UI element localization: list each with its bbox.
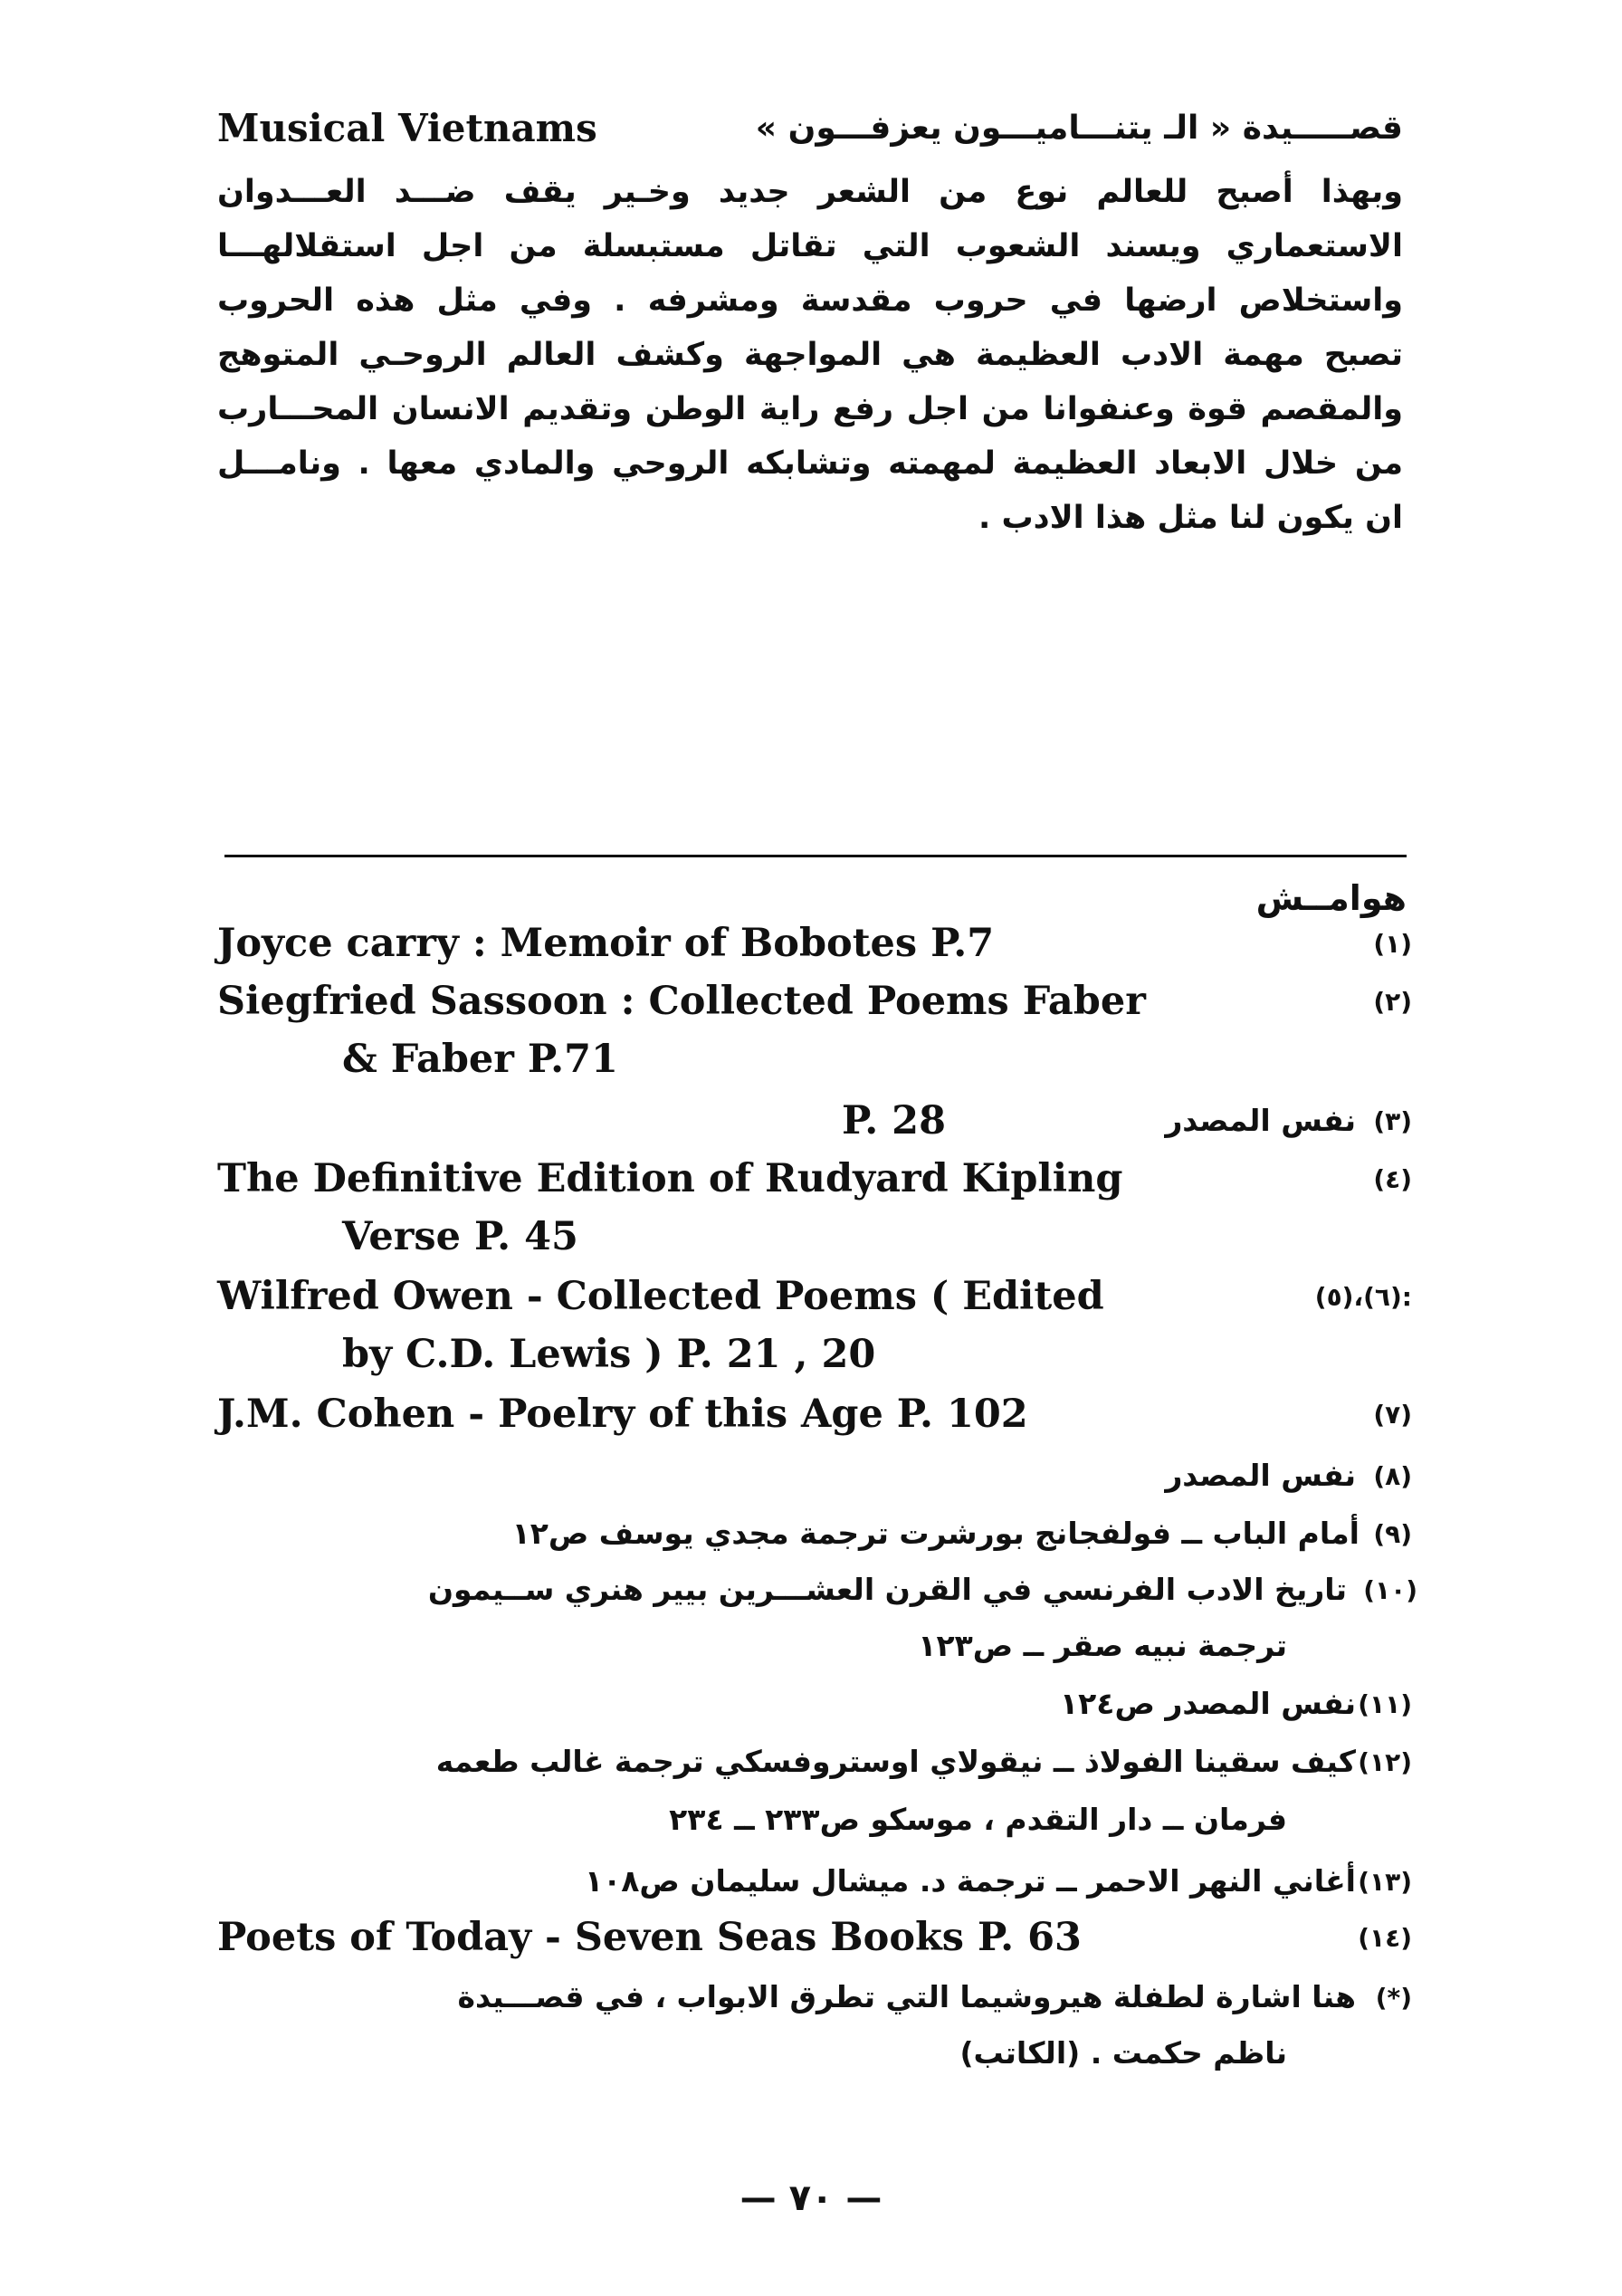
- footnote-5-6: [217, 1268, 1412, 1325]
- footnote-4: [217, 1150, 1412, 1208]
- footnote-text: أمام الباب ــ فولفجانج بورشرت ترجمة مجدي يوسف ص١٢: [511, 1516, 1360, 1551]
- footnote-11: [217, 1675, 1412, 1733]
- footnote-number: (١١): [1358, 1689, 1412, 1719]
- footnote-star: [217, 1968, 1412, 2026]
- footnote-number: (١٠): [1363, 1575, 1417, 1605]
- footnote-text-continued: & Faber P.71: [342, 1037, 618, 1082]
- body-line: واستخلاص ارضها في حروب مقدسة ومشرفه . وفي مثل هذه الحروب: [217, 282, 1403, 319]
- footnote-5-6-continued: [217, 1325, 1412, 1383]
- footnote-1: [217, 914, 1412, 972]
- footnote-text: تاريخ الادب الفرنسي في القرن العشـــرين بيير هنري ســيمون: [427, 1572, 1347, 1607]
- footnote-14: [217, 1909, 1412, 1966]
- footnote-number: :(٦)،(٥): [1314, 1282, 1412, 1312]
- footnote-page-ref: P. 28: [842, 1098, 946, 1143]
- footnote-number: (٩): [1373, 1519, 1412, 1549]
- header-row: [217, 101, 1403, 165]
- body-line: تصبح مهمة الادب العظيمة هي المواجهة وكشف العالم الروحـي المتوهج: [217, 337, 1403, 373]
- footnote-10-continued: [217, 1617, 1412, 1675]
- footnote-12: [217, 1733, 1412, 1791]
- footnote-text: هنا اشارة لطفلة هيروشيما التي تطرق الابواب ، في قصـــيدة: [457, 1979, 1356, 2014]
- footnote-star-continued: [217, 2024, 1412, 2082]
- body-paragraph: [217, 165, 1403, 545]
- footnote-text: نفس المصدر ص١٢٤: [1060, 1686, 1356, 1721]
- footnote-text: نفس المصدر: [1165, 1103, 1356, 1138]
- arabic-poem-title: قصـــــيدة « الـ يتنـــاميـــون يعزفـــون »: [755, 110, 1403, 147]
- footnote-number: (٨): [1373, 1461, 1412, 1491]
- footnote-4-continued: [217, 1208, 1412, 1266]
- body-line: ان يكون لنا مثل هذا الادب .: [978, 500, 1403, 536]
- footnote-number: (٧): [1373, 1400, 1412, 1430]
- footnote-10: [205, 1561, 1417, 1619]
- footnote-number: (١٢): [1358, 1747, 1412, 1777]
- footnote-8: [217, 1447, 1412, 1505]
- footnote-text: J.M. Cohen - Poelry of this Age P. 102: [217, 1392, 1028, 1437]
- body-line: وبهذا أصبح للعالم نوع من الشعر جديد وخـير يقف ضـــد العـــدوان: [217, 174, 1403, 210]
- footnote-text: Wilfred Owen - Collected Poems ( Edited: [217, 1274, 1104, 1319]
- footnote-number: (١٣): [1358, 1867, 1412, 1897]
- footnote-number: (٢): [1373, 987, 1412, 1017]
- footnote-number: (*): [1375, 1983, 1412, 2013]
- footnote-text: Joyce carry : Memoir of Bobotes P.7: [217, 921, 995, 966]
- footnote-text: Siegfried Sassoon : Collected Poems Faber: [217, 979, 1146, 1024]
- footnote-text: نفس المصدر: [1165, 1458, 1356, 1493]
- footnote-2-continued: [217, 1030, 1412, 1088]
- footnote-2: [217, 972, 1412, 1030]
- footnotes-title: هوامــش: [1255, 878, 1407, 918]
- footnote-text-continued: Verse P. 45: [342, 1214, 578, 1259]
- footnote-text-continued: by C.D. Lewis ) P. 21 , 20: [342, 1332, 876, 1377]
- body-line: الاستعماري ويسند الشعوب التي تقاتل مستبسلة من اجل استقلالهـــا: [217, 228, 1403, 264]
- footnote-text-continued: ترجمة نبيه صقر ــ ص١٢٣: [918, 1628, 1287, 1663]
- footnote-7: [217, 1385, 1412, 1443]
- body-line: من خلال الابعاد العظيمة لمهمته وتشابكه الروحي والمادي معها . ونامـــل: [217, 445, 1403, 482]
- footnote-13: [217, 1852, 1412, 1910]
- footnote-text: أغاني النهر الاحمر ــ ترجمة د. ميشال سليمان ص١٠٨: [584, 1863, 1356, 1899]
- footnote-text: Poets of Today - Seven Seas Books P. 63: [217, 1915, 1082, 1960]
- english-poem-title: Musical Vietnams: [217, 106, 597, 150]
- footnote-9: [217, 1505, 1412, 1563]
- footnote-text-continued: ناظم حكمت . (الكاتب): [959, 2035, 1287, 2071]
- footnote-text: كيف سقينا الفولاذ ــ نيقولاي اوستروفسكي ترجمة غالب طعمه: [435, 1744, 1356, 1779]
- footnote-text-continued: فرمان ــ دار التقدم ، موسكو ص٢٣٣ ــ ٢٣٤: [669, 1802, 1287, 1837]
- footnote-3: [217, 1092, 1412, 1150]
- footnote-divider: [224, 855, 1407, 857]
- footnote-text: The Definitive Edition of Rudyard Kipling: [217, 1156, 1123, 1201]
- footnote-12-continued: [217, 1791, 1412, 1849]
- footnote-number: (١): [1373, 929, 1412, 959]
- page-number: — ٧٠ —: [739, 2177, 883, 2219]
- footnote-number: (٣): [1373, 1106, 1412, 1136]
- footnote-number: (٤): [1373, 1164, 1412, 1194]
- footnote-number: (١٤): [1358, 1923, 1412, 1953]
- body-line: والمقصم قوة وعنفوانا من اجل رفع راية الوطن وتقديم الانسان المحـــارب: [217, 391, 1403, 427]
